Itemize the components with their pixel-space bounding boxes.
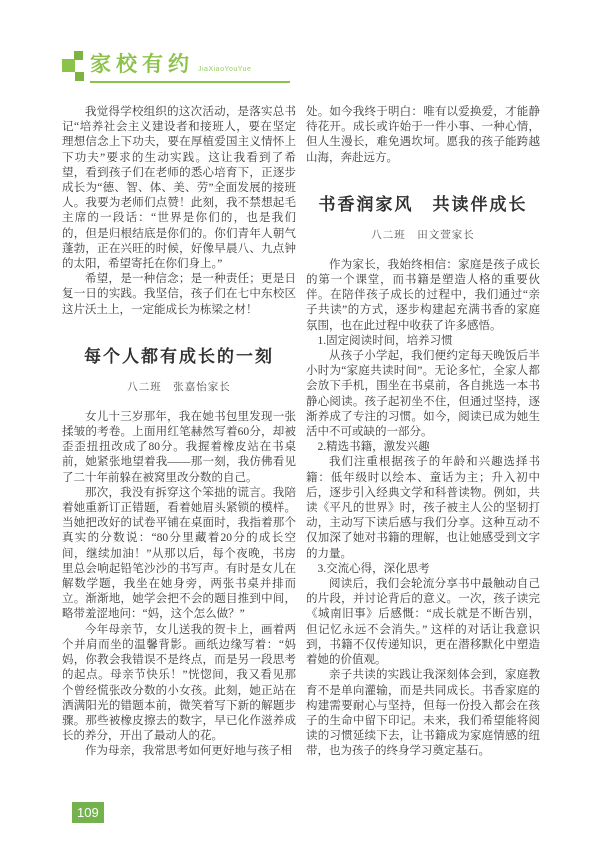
article-paragraph: 我们注重根据孩子的年龄和兴趣选择书籍：低年级时以绘本、童话为主；升入初中后，逐步引入经典文学和科普读物。例如，共读《平凡的世界》时，孩子被主人公的坚韧打动，主动写下读后感与我们分享。这种互动不仅加深了她对书籍的理解，也让她感受到文字的力量。 bbox=[306, 456, 540, 560]
article-title-right: 书香润家风 共读伴成长 bbox=[318, 194, 528, 214]
article-paragraph: 作为家长，我始终相信：家庭是孩子成长的第一个课堂，而书籍是塑造人格的重要伙伴。在陪伴孩子成长的过程中，我们通过“亲子共读”的方式，逐步构建起充满书香的家庭氛围，也在此过程中收获了许多感悟。 bbox=[306, 258, 540, 332]
numbered-subheading: 3.交流心得，深化思考 bbox=[317, 562, 430, 575]
intro-paragraph: 我觉得学校组织的这次活动，是落实总书记“培养社会主义建设者和接班人，要在坚定理想信念上下功夫，要在厚植爱国主义情怀上下功夫”要求的生动实践。这让我看到了希望，看到孩子们在老师的悉心培育下，正逐步成长为“德、智、体、美、劳”全面发展的接班人。我要为老师们点赞！此刻，我不禁想起毛主席的一段话：“世界是你们的，也是我们的，但是归根结底是你们的。你们青年人朝气蓬勃，正在兴旺的时候，好像早晨八、九点钟的太阳，希望寄托在你们身上。” bbox=[62, 106, 296, 271]
article-paragraph: 那次，我没有拆穿这个笨拙的谎言。我陪着她重新订正错题，看着她眉头紧锁的模样。当她把改好的试卷平铺在桌面时，我指着那个真实的分数说：“80分里藏着20分的成长空间，继续加油！”从那以后，每个夜晚，书房里总会响起铅笔沙沙的书写声。有时是女儿在解数学题，我坐在她身旁，两张书桌并排而立。渐渐地，她学会把不会的题目推到中间，略带羞涩地问：“妈，这个怎么做？” bbox=[62, 486, 296, 621]
logo-square-left bbox=[62, 59, 75, 72]
page-number-badge: 109 bbox=[72, 802, 104, 823]
left-column bbox=[62, 105, 296, 760]
pixel-squares-logo-icon bbox=[62, 49, 88, 83]
two-column-layout bbox=[62, 105, 540, 760]
header-rule bbox=[90, 48, 290, 83]
logo-square-top bbox=[74, 51, 83, 60]
intro-paragraph: 希望，是一种信念；是一种责任；更是日复一日的实践。我坚信，孩子们在七中东校区这片沃土上，一定能成长为栋梁之材！ bbox=[62, 273, 296, 316]
article-paragraph: 从孩子小学起，我们便约定每天晚饭后半小时为“家庭共读时间”。无论多忙，全家人都会放下手机，围坐在书桌前，各自挑选一本书静心阅读。孩子起初坐不住，但通过坚持，逐渐养成了专注的习惯。如今，阅读已成为她生活中不可或缺的一部分。 bbox=[306, 350, 540, 439]
page-header bbox=[62, 48, 540, 83]
article-paragraph: 女儿十三岁那年，我在她书包里发现一张揉皱的考卷。上面用红笔赫然写着60分，却被歪歪扭扭改成了80分。我握着橡皮站在书桌前，她紧张地望着我——那一刻，我仿佛看见了二十年前躲在被窝里改分数的自己。 bbox=[62, 410, 296, 484]
column-section-pinyin: JiaXiaoYouYue bbox=[198, 66, 252, 73]
page-footer bbox=[72, 802, 104, 823]
article-paragraph: 今年母亲节，女儿送我的贺卡上，画着两个并肩而坐的温馨背影。画纸边缘写着：“妈妈，你教会我错误不是终点，而是另一段思考的起点。母亲节快乐！”恍惚间，我又看见那个曾经慌张改分数的小女孩。此刻，她正站在洒满阳光的错题本前，微笑着写下新的解题步骤。那些被橡皮擦去的数字，早已化作滋养成长的养分，开出了最动人的花。 bbox=[62, 623, 296, 743]
article-paragraph: 作为母亲，我常思考如何更好地与孩子相 bbox=[85, 745, 292, 758]
numbered-subheading: 2.精选书籍，激发兴趣 bbox=[317, 441, 430, 454]
right-column bbox=[306, 105, 540, 760]
numbered-subheading: 1.固定阅读时间，培养习惯 bbox=[317, 334, 453, 347]
closing-paragraph: 亲子共读的实践让我深刻体会到，家庭教育不是单向灌输，而是共同成长。书香家庭的构建需要耐心与坚持，但每一份投入都会在孩子的生命中留下印记。未来，我们希望能将阅读的习惯延续下去，让书籍成为家庭情感的纽带，也为孩子的终身学习奠定基石。 bbox=[306, 669, 540, 758]
article-byline-left: 八二班 张嘉怡家长 bbox=[127, 381, 231, 393]
article-paragraph: 阅读后，我们会轮流分享书中最触动自己的片段，并讨论背后的意义。一次，孩子读完《城南旧事》后感慨：“成长就是不断告别，但记忆永远不会消失。” 这样的对话让我意识到，书籍不仅传递知识，更在潜移默化中塑造着她的价值观。 bbox=[306, 578, 540, 667]
column-section-title: 家校有约 bbox=[90, 53, 194, 76]
article-byline-right: 八二班 田文萱家长 bbox=[371, 229, 475, 241]
article-title-left: 每个人都有成长的一刻 bbox=[84, 346, 274, 366]
logo-square-bottom bbox=[75, 72, 84, 81]
continuation-paragraph: 处。如今我终于明白：唯有以爱换爱，才能静待花开。成长或许始于一件小事、一种心情，但人生漫长，难免遇坎坷。愿我的孩子能跨越山海，奔赴远方。 bbox=[306, 106, 540, 164]
